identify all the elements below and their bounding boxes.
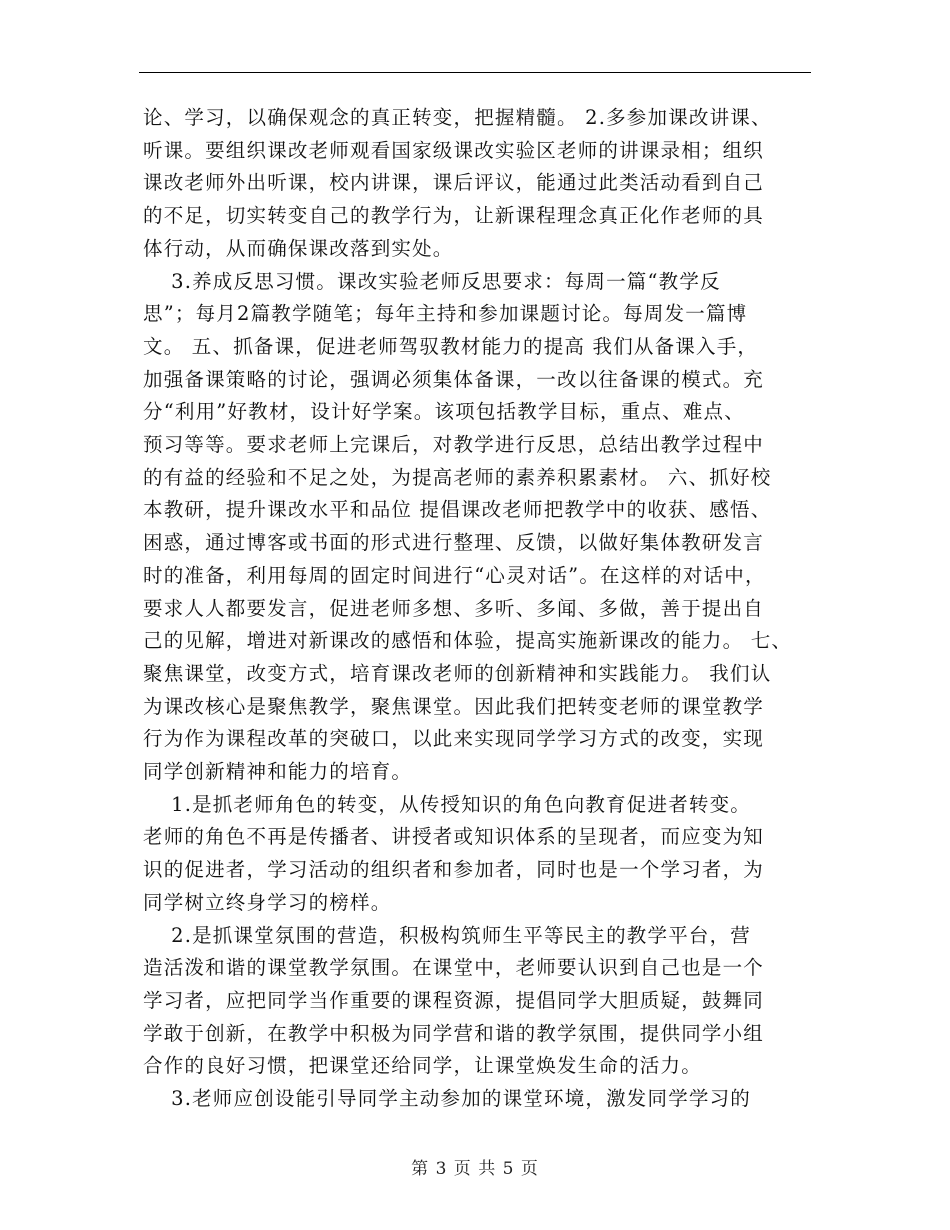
text-line: 分“利用”好教材，设计好学案。该项包括教学目标，重点、难点、 [143, 400, 745, 424]
paragraph-5 [143, 1083, 823, 1116]
text-line: 识的促进者，学习活动的组织者和参加者，同时也是一个学习者，为 [143, 858, 765, 882]
text-line: 1.是抓老师角色的转变，从传授知识的角色向教育促进者转变。 [143, 792, 752, 816]
text-line: 为课改核心是聚焦教学，聚焦课堂。因此我们把转变老师的课堂教学 [143, 694, 765, 718]
text-line: 同学创新精神和能力的培育。 [143, 760, 413, 784]
text-line: 合作的良好习惯，把课堂还给同学，让课堂焕发生命的活力。 [143, 1054, 702, 1078]
text-line: 2.是抓课堂氛围的营造，积极构筑师生平等民主的教学平台，营 [143, 923, 752, 947]
paragraph-4 [143, 920, 823, 1084]
paragraph-3 [143, 789, 823, 920]
page-footer [0, 1154, 950, 1179]
text-line: 要求人人都要发言，促进老师多想、多听、多闻、多做，善于提出自 [143, 596, 765, 620]
text-line: 体行动，从而确保课改落到实处。 [143, 236, 454, 260]
paragraph-1 [143, 102, 823, 266]
text-line: 造活泼和谐的课堂教学氛围。在课堂中，老师要认识到自己也是一个 [143, 956, 765, 980]
document-body [143, 102, 823, 1116]
text-line: 课改老师外出听课，校内讲课，课后评议，能通过此类活动看到自己 [143, 171, 765, 195]
text-line: 3.养成反思习惯。课改实验老师反思要求：每周一篇“教学反 [143, 269, 721, 293]
text-line: 老师的角色不再是传播者、讲授者或知识体系的呈现者，而应变为知 [143, 825, 765, 849]
text-line: 的有益的经验和不足之处，为提高老师的素养积累素材。 六、抓好校 [143, 465, 772, 489]
text-line: 学习者，应把同学当作重要的课程资源，提倡同学大胆质疑，鼓舞同 [143, 988, 765, 1012]
text-line: 论、学习，以确保观念的真正转变，把握精髓。 2.多参加课改讲课、 [143, 106, 772, 129]
text-line: 听课。要组织课改老师观看国家级课改实验区老师的讲课录相；组织 [143, 138, 765, 162]
text-line: 同学树立终身学习的榜样。 [143, 890, 392, 914]
text-line: 困惑，通过博客或书面的形式进行整理、反馈，以做好集体教研发言 [143, 531, 765, 555]
text-line: 行为作为课程改革的突破口，以此来实现同学学习方式的改变，实现 [143, 727, 765, 751]
text-line: 思”；每月2篇教学随笔；每年主持和参加课题讨论。每周发一篇博 [143, 302, 748, 326]
text-line: 预习等等。要求老师上完课后，对教学进行反思，总结出教学过程中 [143, 433, 765, 457]
text-line: 加强备课策略的讨论，强调必须集体备课，一改以往备课的模式。充 [143, 367, 765, 391]
text-line: 学敢于创新，在教学中积极为同学营和谐的教学氛围，提供同学小组 [143, 1021, 765, 1045]
header-rule [139, 72, 811, 73]
text-line: 时的准备，利用每周的固定时间进行“心灵对话”。在这样的对话中， [143, 563, 766, 587]
text-line: 的不足，切实转变自己的教学行为，让新课程理念真正化作老师的具 [143, 204, 765, 228]
paragraph-2 [143, 266, 823, 789]
text-line: 3.老师应创设能引导同学主动参加的课堂环境，激发同学学习的 [143, 1087, 752, 1111]
text-line: 本教研，提升课改水平和品位 提倡课改老师把教学中的收获、感悟、 [143, 498, 772, 522]
text-line: 己的见解，增进对新课改的感悟和体验，提高实施新课改的能力。 七、 [143, 629, 793, 653]
page-indicator: 第 3 页 共 5 页 [411, 1159, 539, 1179]
text-line: 文。 五、抓备课，促进老师驾驭教材能力的提高 我们从备课入手， [143, 334, 759, 358]
text-line: 聚焦课堂，改变方式，培育课改老师的创新精神和实践能力。 我们认 [143, 661, 772, 685]
